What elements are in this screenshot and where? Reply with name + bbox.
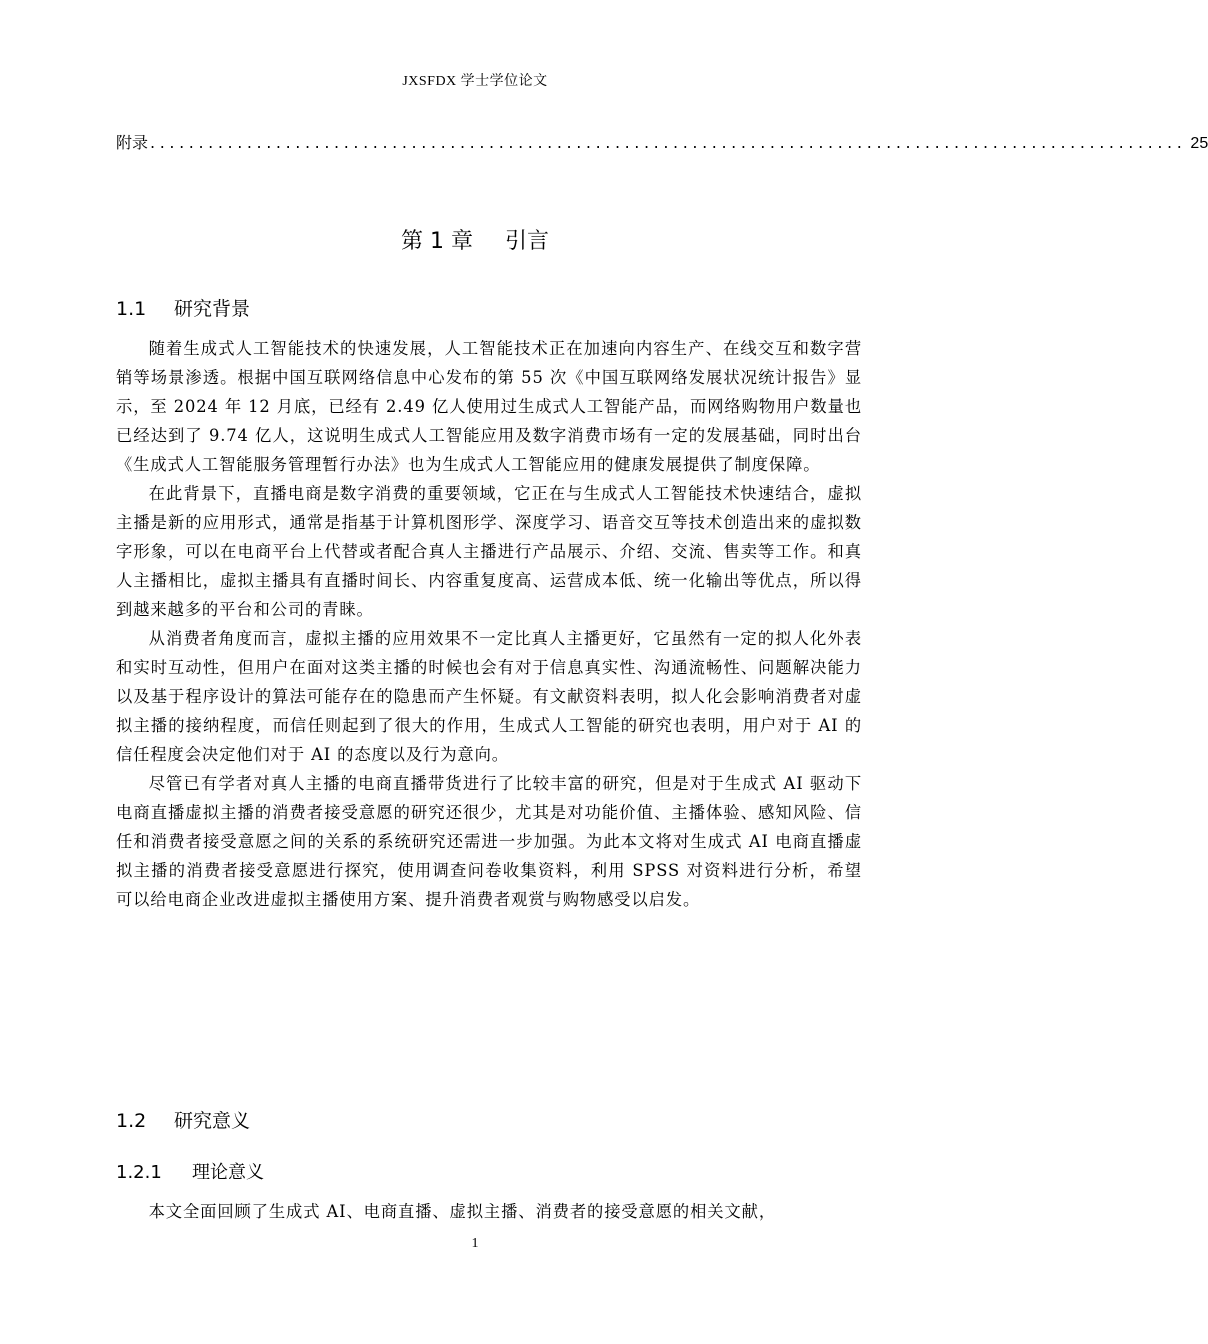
body-paragraph: 随着生成式人工智能技术的快速发展，人工智能技术正在加速向内容生产、在线交互和数字营销等场景渗透。根据中国互联网络信息中心发布的第 55 次《中国互联网络发展状况统计报告》显示，至 2024 年 12 月底，已经有 2.49 亿人使用过生成式人工智能产品，而网络购物用户数量也已经达到了 9.74 亿人，这说明生成式人工智能应用及数字消费市场有一定的发展基础，同时出台《生成式人工智能服务管理暂行办法》也为生成式人工智能应用的健康发展提供了制度保障。 [116,339,862,474]
section-number: 1.1 [116,298,147,320]
section-1-2-1-body [116,1197,862,1226]
toc-entry-label: 附录 [116,133,149,152]
body-paragraph: 从消费者角度而言，虚拟主播的应用效果不一定比真人主播更好，它虽然有一定的拟人化外表和实时互动性，但用户在面对这类主播的时候也会有对于信息真实性、沟通流畅性、问题解决能力以及基于程序设计的算法可能存在的隐患而产生怀疑。有文献资料表明，拟人化会影响消费者对虚拟主播的接纳程度，而信任则起到了很大的作用，生成式人工智能的研究也表明，用户对于 AI 的信任程度会决定他们对于 AI 的态度以及行为意向。 [116,629,862,764]
section-title: 研究背景 [174,298,251,320]
chapter-title: 引言 [504,229,549,254]
body-paragraph: 尽管已有学者对真人主播的电商直播带货进行了比较丰富的研究，但是对于生成式 AI 驱动下电商直播虚拟主播的消费者接受意愿的研究还很少，尤其是对功能价值、主播体验、感知风险、信任和消费者接受意愿之间的关系的系统研究还需进一步加强。为此本文将对生成式 AI 电商直播虚拟主播的消费者接受意愿进行探究，使用调查问卷收集资料，利用 SPSS 对资料进行分析，希望可以给电商企业改进虚拟主播使用方案、提升消费者观赏与购物感受以启发。 [116,774,862,909]
section-heading-1-2 [116,1106,250,1133]
section-1-1-body [116,334,862,914]
subsection-title: 理论意义 [192,1162,264,1183]
body-paragraph: 本文全面回顾了生成式 AI、电商直播、虚拟主播、消费者的接受意愿的相关文献， [148,1202,777,1221]
toc-entry-page-number: 25 [1190,135,1208,152]
page-number: 1 [471,1236,479,1251]
section-number: 1.2 [116,1110,147,1132]
subsection-number: 1.2.1 [116,1162,162,1183]
section-title: 研究意义 [174,1110,251,1132]
toc-entry-appendix[interactable] [116,130,1208,153]
toc-leader-dots: ........................................................................................................... [150,133,1187,152]
subsection-heading-1-2-1 [116,1158,264,1184]
section-heading-1-1 [116,294,250,321]
running-header: JXSFDX 学士学位论文 [402,74,548,89]
chapter-heading [0,224,950,255]
body-paragraph: 在此背景下，直播电商是数字消费的重要领域，它正在与生成式人工智能技术快速结合，虚拟主播是新的应用形式，通常是指基于计算机图形学、深度学习、语音交互等技术创造出来的虚拟数字形象，可以在电商平台上代替或者配合真人主播进行产品展示、介绍、交流、售卖等工作。和真人主播相比，虚拟主播具有直播时间长、内容重复度高、运营成本低、统一化输出等优点，所以得到越来越多的平台和公司的青睐。 [116,484,862,619]
chapter-number: 第 1 章 [401,229,473,254]
